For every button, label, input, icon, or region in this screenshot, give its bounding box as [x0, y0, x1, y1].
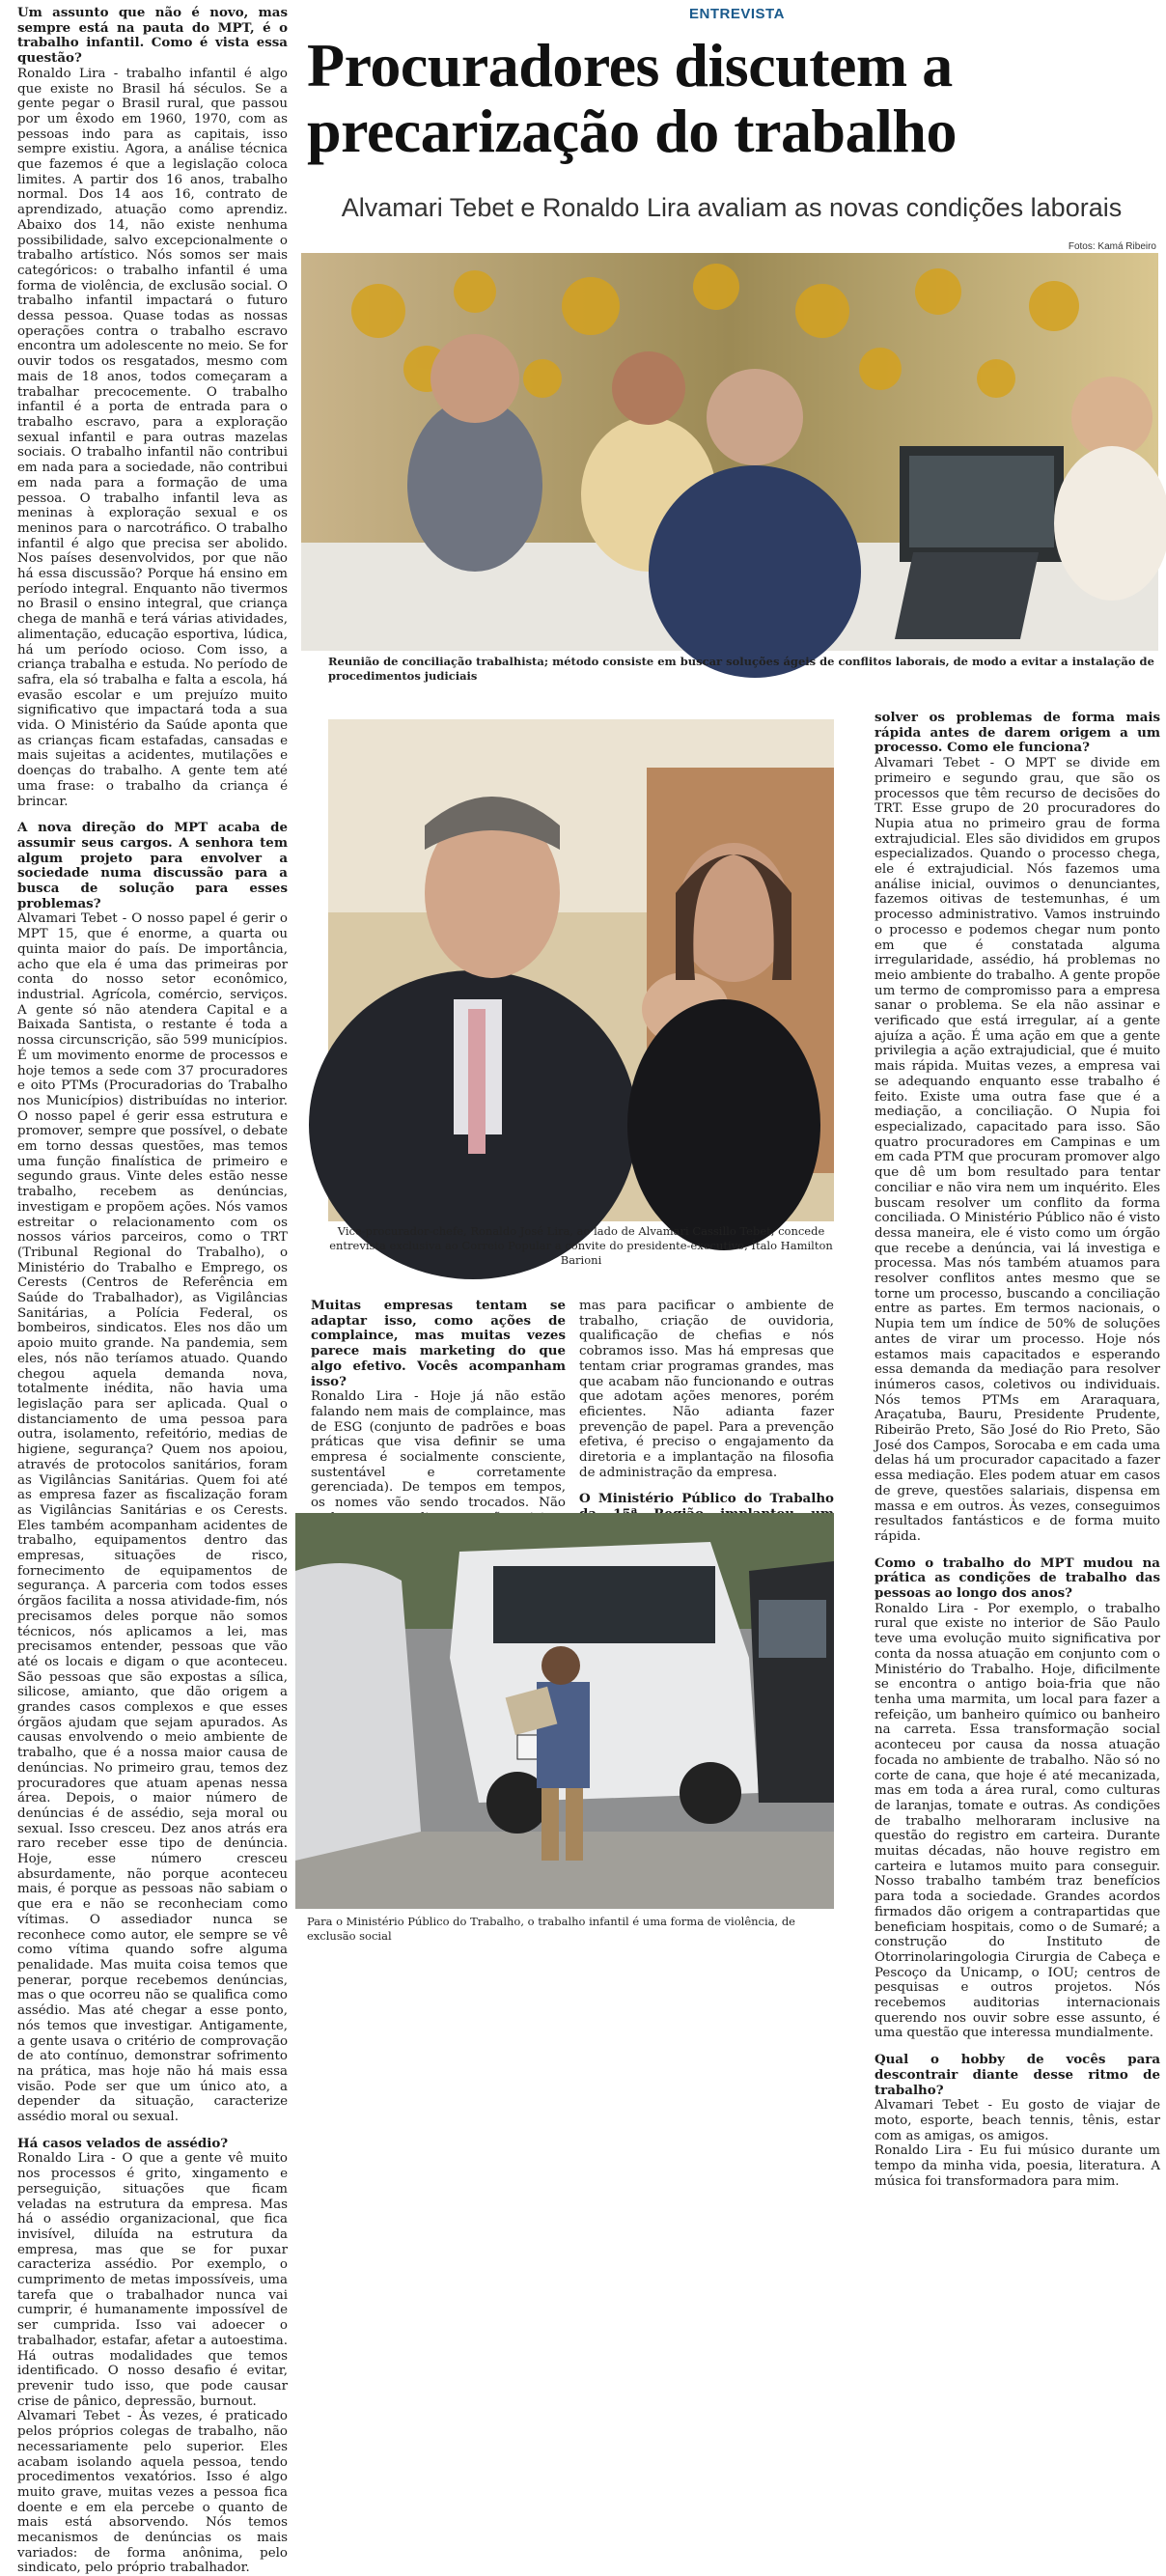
interview-answer: Alvamari Tebet - Às vezes, é praticado pelos próprios colegas de trabalho, não necessariamente pelo superior. Eles acabam isolando aquela pessoa, tendo procedimentos vexatórios. Isso é algo muito grave, muitas vezes a pessoa fica doente e em ela percebe o quanto de mais está absorvendo. Nós temos mecanismos de denúncias os mais variados: de forma anônima, pelo sindicato, pelo próprio trabalhador.: [17, 2409, 288, 2576]
interview-question: O Ministério Público do Trabalho: [579, 1491, 834, 1507]
interview-answer: Ronaldo Lira - O que a gente vê muito nos processos é grito, xingamento e perseguição, situações que ficam veladas na estrutura da empresa. Mas há o assédio organizacional, que fica invisível, diluída na estrutura da empresa, mas que se for puxar caracteriza assédio. Por exemplo, o cumprimento de metas impossíveis, uma tarefa que o trabalhador nunca vai cumprir, é humanamente impossível de ser cumprida. Isso vai adoecer o trabalhador, estafar, afetar a autoestima. Há outras modalidades que temos identificado. O nosso desafio é evitar, prevenir tudo isso, que pode causar crise de pânico, depressão, burnout.: [17, 2151, 288, 2409]
interview-answer: Ronaldo Lira - trabalho infantil é algo que existe no Brasil há séculos. Se a gente pegar o Brasil rural, que passou por um êxodo em 1960, 1970, com as pessoas indo para as capitais, isso sempre existiu. Agora, a análise técnica que fazemos é que a legislação coloca limites. A partir dos 16 anos, trabalho normal. Dos 14 aos 16, contrato de aprendizado, atuação como aprendiz. Abaixo dos 14, não existe nenhuma possibilidade, salvo excepcionalmente o trabalho artístico. Nós somos ser mais categóricos: o trabalho infantil é uma forma de violência, de exclusão social. O trabalho infantil impactará o futuro dessa pessoa. Quase todas as nossas operações contra o trabalho escravo encontra um adolescente no meio. Se for ouvir todos os resgatados, mesmo com mais de 18 anos, todos começaram a trabalhar precocemente. O trabalho infantil é a porta de entrada para o trabalho escravo, para a exploração sexual infantil e para outras mazelas sociais. O trabalho infantil não contribui em nada para a sociedade, não contribui em nada para a formação de uma pessoa. O trabalho infantil leva as meninas à exploração sexual e os meninos para o narcotráfico. O trabalho infantil é algo que precisa ser abolido. Nos países desenvolvidos, por que não há essa discussão? Porque há ensino em período integral. Enquanto não tivermos no Brasil o ensino integral, que criança chega de manhã e terá várias atividades, alimentação, educação esportiva, lúdica, há um período ocioso. Com isso, a criança trabalha e estuda. No período de safra, ela só trabalha e falta a escola, há evasão escolar e um prejuízo muito significativo que impactará toda a sua vida. O Ministério da Saúde aponta que as crianças ficam estafadas, cansadas e mais sujeitas a acidentes, mutilações e doenças do trabalho. A gente tem até uma frase: o trabalho da criança é brincar.: [17, 66, 288, 809]
interview-question: Qual o hobby de vocês para descontrair diante desse ritmo de trabalho?: [874, 2052, 1160, 2098]
interview-question: A nova direção do MPT acaba de assumir seus cargos. A senhora tem algum projeto para envolver a sociedade numa discussão para a busca de solução para esses problemas?: [17, 820, 288, 911]
article-column-mid-left: [311, 1298, 566, 1511]
interview-question: Muitas empresas tentam se adaptar isso, como ações de complaince, mas muitas vezes parece mais marketing do que algo efetivo. Vocês acompanham isso?: [311, 1298, 566, 1389]
interview-question: Há casos velados de assédio?: [17, 2135, 229, 2151]
photo-interview: [328, 719, 834, 1221]
photo-street-caption: Para o Ministério Público do Trabalho, o trabalho infantil é uma forma de violência, de exclusão social: [307, 1915, 795, 1943]
photo-street: [295, 1513, 834, 1909]
interview-answer: Alvamari Tebet - O MPT se divide em primeiro e segundo grau, que são os processos que têm recurso de decisões do TRT. Esse grupo de 20 procuradores do Nupia atua no primeiro grau de forma extrajudicial. Eles são divididos em grupos especializados. Quando o processo chega, ele é extrajudicial. Nós fazemos uma análise inicial, ouvimos o denunciantes, fazemos oitivas de testemunhas, é um processo administrativo. Vamos instruindo o processo e podemos chegar num ponto em que é constatada alguma irregularidade, assédio, há problemas no meio ambiente do trabalho. A gente propõe um termo de compromisso para a empresa sanar o problema. Se ela não assinar e verificado que está irregular, aí a gente ajuíza a ação. É uma ação em que a gente privilegia a ação extrajudicial, que é muito mais rápida. Muitas vezes, a empresa vai se adequando enquanto esse trabalho é feito. Existe uma outra fase que é a mediação, a conciliação. O Nupia foi especializado, capacitado para isso. São quatro procuradores em Campinas e um em cada PTM que procuram promover algo que dê um bom resultado para tentar conciliar e não vira nem um inquérito. Eles buscam resolver um conflito da forma conciliada. O Ministério Público não é visto dessa maneira, ele é visto como um órgão que recebe a denúncia, vai lá investiga e processa. Mas nós também atuamos para resolver conflitos antes mesmo que se torne um processo, buscando a conciliação entre as partes. Em termos nacionais, o Nupia tem um índice de 50% de soluções antes de virar um processo. Hoje nós estamos mais capacitados e esperando essa demanda da mediação para resolver inúmeros casos, coletivos ou individuais. Nós temos PTMs em Araraquara, Araçatuba, Bauru, Presidente Prudente, Ribeirão Preto, São José do Rio Preto, São José dos Campos, Sorocaba e em cada uma delas há um procurador capacitado a fazer essa mediação. Eles podem atuar em casos de greve, questões salariais, dispensa em massa e em outros. Às vezes, conseguimos resultados fantásticos e de forma muito rápida.: [874, 756, 1160, 1544]
headline: Procuradores discutem a precarização do trabalho: [307, 31, 957, 165]
article-column-1: [17, 5, 288, 2576]
street-scene-image: [295, 1513, 834, 1909]
interview-answer: Ronaldo Lira - Hoje já não estão falando nem mais de complaince, mas de ESG (conjunto de padrões e boas práticas que visa definir se uma empresa é socialmente consciente, sustentável e corretamente gerenciada). De tempos em tempos, os nomes vão sendo trocados. Não: [311, 1389, 566, 1511]
interview-question: Como o trabalho do MPT mudou na prática as condições de trabalho das pessoas ao longo dos anos?: [874, 1554, 1160, 1602]
section-kicker: ENTREVISTA: [689, 6, 785, 22]
article-column-mid-right: [579, 1299, 834, 1507]
subheadline: Alvamari Tebet e Ronaldo Lira avaliam as novas condições laborais: [341, 193, 1123, 222]
interview-question: solver os problemas de forma mais rápida antes de darem origem a um processo. Como ele funciona?: [874, 710, 1160, 756]
interview-scene-image: [328, 719, 834, 1221]
article-column-4: [874, 710, 1160, 2189]
meeting-scene-image: [301, 253, 1158, 651]
photo-credit: Fotos: Kamá Ribeiro: [1068, 241, 1156, 252]
photo-meeting: [301, 253, 1158, 651]
interview-question: Um assunto que não é novo, mas sempre está na pauta do MPT, é o trabalho infantil. Como é vista essa questão?: [17, 5, 288, 67]
interview-answer: Ronaldo Lira - Por exemplo, o trabalho rural que existe no interior de São Paulo teve uma evolução muito significativa por conta da nossa atuação em conjunto com o Ministério do Trabalho. Hoje, dificilmente se encontra o antigo boia-fria que não tenha uma marmita, um local para fazer a refeição, um banheiro químico ou banheiro na carreta. Essa transformação social aconteceu por causa da nossa atuação focada no ambiente de trabalho. Não só no corte de cana, que hoje é até mecanizada, mas em toda a área rural, como culturas de laranjas, tomate e outras. As condições de trabalho melhoraram inclusive na questão do registro em carteira. Durante muitas décadas, não houve registro em carteira e lutamos muito para conseguir. Nosso trabalho também traz benefícios para toda a sociedade. Grandes acordos firmados dão origem a contrapartidas que beneficiam hospitais, como o de Sumaré; a construção do Instituto de Otorrinolaringologia Cirurgia de Cabeça e Pescoço da Unicamp, o IOU; centros de pesquisas e outros projetos. Nós recebemos auditorias internacionais querendo nos ouvir sobre esse assunto, é uma questão que interessa mundialmente.: [874, 1601, 1160, 2041]
photo-meeting-caption: Reunião de conciliação trabalhista; método consiste em buscar soluções ágeis de conflitos laborais, de modo a evitar a instalação de procedimentos judiciais: [328, 655, 1154, 683]
interview-answer: mas para pacificar o ambiente de trabalho, criação de ouvidoria, qualificação de chefias e nós cobramos isso. Mas há empresas que tentam criar programas grandes, mas que acabam não funcionando e outras que adotam ações menores, porém eficientes. Não adianta fazer prevenção de papel. Para a prevenção efetiva, é preciso o engajamento da diretoria e a implantação na filosofia de administração da empresa.: [579, 1299, 834, 1480]
photo-interview-caption: Vice-procurador-chefe, Ronaldo José Lira, ao lado de Alvamari Cassillo Tebet, concede entrevista exclusiva ao Correio Popular a convite do presidente-executivo, Ítalo Hamilton Barioni: [329, 1224, 833, 1267]
interview-answer: Alvamari Tebet - Eu gosto de viajar de moto, esporte, beach tennis, tênis, estar com as amigas, os amigos.: [874, 2098, 1160, 2143]
interview-answer: Alvamari Tebet - O nosso papel é gerir o MPT 15, que é enorme, a quarta ou quinta maior do país. De importância, acho que ela é uma das primeiras por conta do nosso setor econômico, industrial. Agrícola, comércio, serviços. A gente só não atendera Capital e a Baixada Santista, o restante é toda a nossa circunscrição, são 599 municípios. É um movimento enorme de processos e hoje temos a sede com 37 procuradores e oito PTMs (Procuradorias do Trabalho nos Municípios) distribuídas no interior. O nosso papel é gerir essa estrutura e promover, sempre que possível, o debate em torno dessas questões, mas temos uma função finalística de primeiro e segundo graus. Vinte deles estão nesse trabalho, recebem as denúncias, investigam e propõem ações. Nós vamos estreitar o relacionamento com os nossos vários parceiros, como o TRT (Tribunal Regional do Trabalho), o Ministério do Trabalho e Emprego, os Cerests (Centros de Referência em Saúde do Trabalhador), as Vigilâncias Sanitárias, a Polícia Federal, os bombeiros, sindicatos. Eles nos dão um apoio muito grande. Na pandemia, sem eles, nós não teríamos atuado. Quando chegou aquela demanda nova, totalmente inédita, não havia uma legislação para ser aplicada. Qual o distanciamento de uma pessoa para outra, isolamento, refeitório, medias de higiene, segurança? Quem nos apoiou, através de protocolos sanitários, foram as Vigilâncias Sanitárias. Quem foi até as empresa fazer as fiscalização foram as Vigilâncias Sanitárias e os Cerests. Eles também acompanham acidentes de trabalho, equipamentos dentro das empresas, situações de risco, fornecimento de equipamentos de segurança. A parceria com todos esses órgãos facilita a nossa atividade-fim, nós precisamos deles porque não somos técnicos, nós aplicamos a lei, mas precisamos entender, pessoas que vão até os locais e digam o que aconteceu. São pessoas que são expostas a sílica, silicose, amianto, que dão origem a grandes casos complexos e que esses órgãos ajudam que sejam apurados. As causas envolvendo o meio ambiente de trabalho, que é a nossa maior causa de denúncias. No primeiro grau, temos dez procuradores que atuam apenas nessa área. Depois, o maior número de denúncias é de assédio, seja moral ou sexual. Isso cresceu. Dez anos atrás era raro receber esse tipo de denúncia. Hoje, esse número cresceu absurdamente, não porque aconteceu mais, é porque as pessoas não sabiam o que era e não se reconheciam como vítimas. O assediador nunca se reconhece como autor, ele sempre se vê como vítima quando sofre alguma penalidade. Mas muita coisa temos que penerar, porque recebemos denúncias, mas o que ocorreu não se qualifica como assédio. Mas até chegar a esse ponto, nós temos que investigar. Antigamente, a gente usava o critério de comprovação de ato contínuo, demonstrar sofrimento na prática, mas hoje não há mais essa visão. Pode ser que um único ato, a depender da situação, caracterize assédio moral ou sexual.: [17, 911, 288, 2125]
interview-answer: Ronaldo Lira - Eu fui músico durante um tempo da minha vida, poesia, literatura. A música foi transformadora para mim.: [874, 2143, 1160, 2189]
